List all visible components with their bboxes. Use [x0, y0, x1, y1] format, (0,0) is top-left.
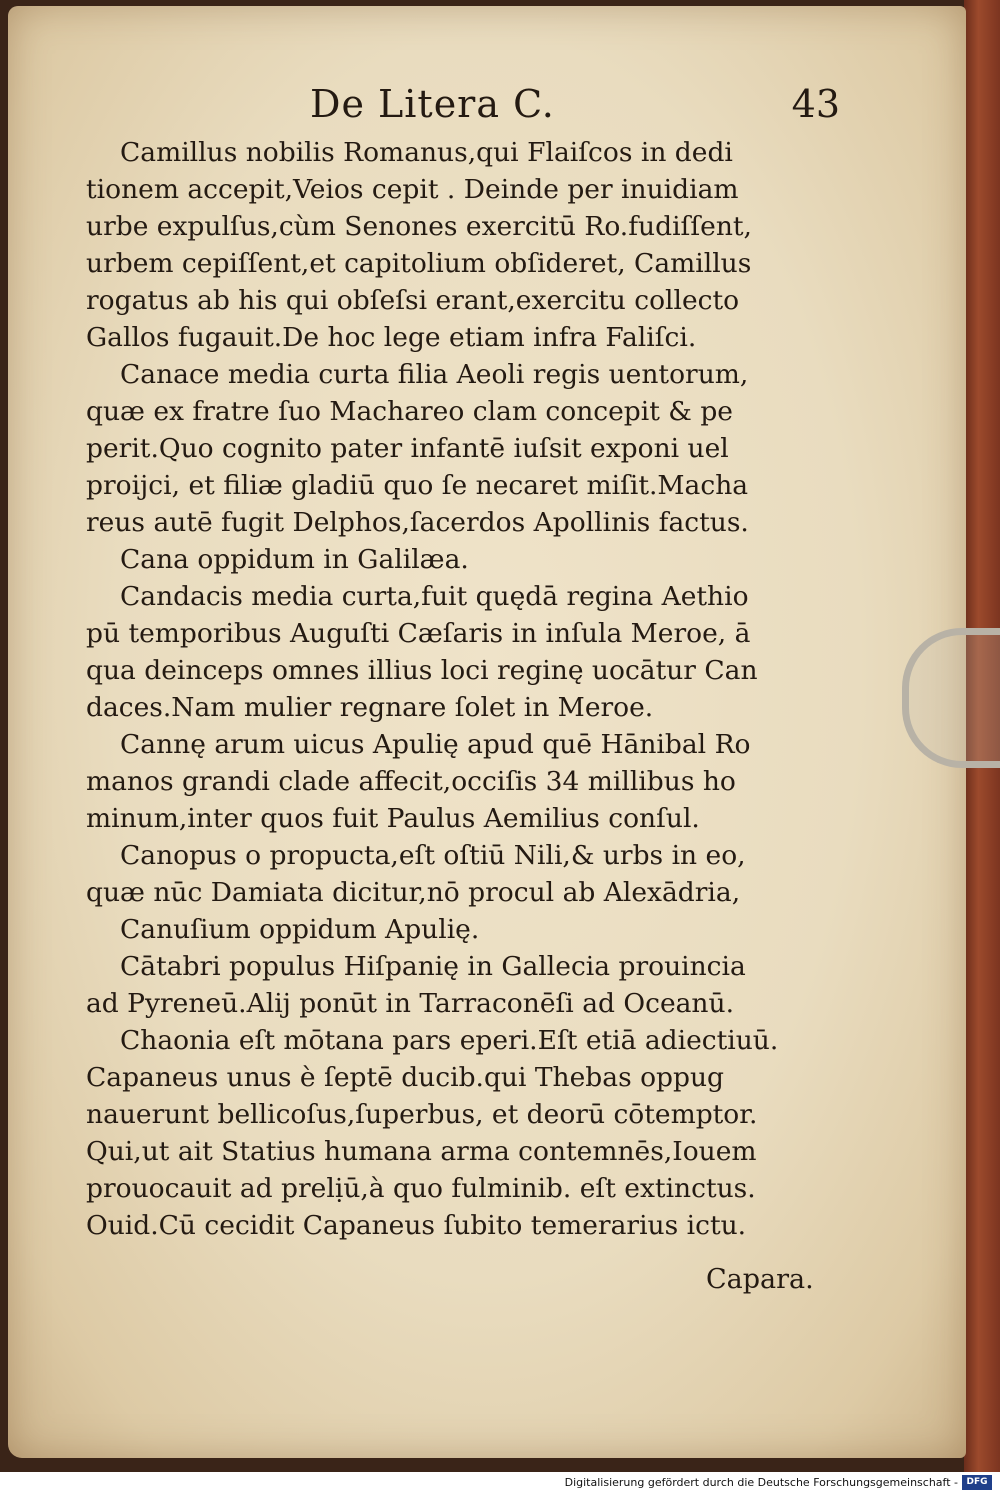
text-line: urbem cepiſſent,et capitolium obſideret, Camillus: [86, 248, 752, 279]
text-line: daces.Nam mulier regnare ſolet in Meroe.: [86, 692, 654, 723]
text-line: Candacis media curta,fuit quędā regina Aethio: [120, 581, 749, 612]
funding-credit: Digitalisierung gefördert durch die Deutsche Forschungsgemeinschaft -: [564, 1476, 958, 1489]
catchword: Capara.: [706, 1264, 814, 1295]
text-line: Gallos fugauit.De hoc lege etiam infra Faliſci.: [86, 322, 697, 353]
text-line: reus autē fugit Delphos,ſacerdos Apollinis factus.: [86, 507, 749, 538]
text-line: rogatus ab his qui obſeſsi erant,exercitu collecto: [86, 285, 740, 316]
running-title: De Litera C.: [310, 82, 555, 126]
main-text: [86, 134, 836, 1244]
text-line: perit.Quo cognito pater infantē iuſsit exponi uel: [86, 433, 729, 464]
text-line: prouocauit ad prelịū,à quo fulminib. eſt extinctus.: [86, 1173, 756, 1204]
page-clasp: [902, 628, 1000, 768]
text-line: Capaneus unus è ſeptē ducib.qui Thebas oppug: [86, 1062, 725, 1093]
text-line: tionem accepit,Veios cepit . Deinde per inuidiam: [86, 174, 739, 205]
text-line: Canuſium oppidum Apulię.: [120, 914, 480, 945]
text-line: Chaonia eſt mōtana pars eperi.Eſt etiā adiectiuū.: [120, 1025, 779, 1056]
text-line: proijci, et filiæ gladiū quo ſe necaret miſit.Macha: [86, 470, 749, 501]
page-number: 43: [791, 82, 840, 126]
text-line: qua deinceps omnes illius loci reginę uocātur Can: [86, 655, 758, 686]
text-line: Camillus nobilis Romanus,qui Flaiſcos in dedi: [120, 137, 733, 168]
text-line: urbe expulſus,cùm Senones exercitū Ro.fudiſſent,: [86, 211, 752, 242]
text-line: quæ nūc Damiata dicitur,nō procul ab Alexādria,: [86, 877, 741, 908]
text-line: ad Pyreneū.Alij ponūt in Tarraconēſi ad Oceanū.: [86, 988, 734, 1019]
text-line: minum,inter quos fuit Paulus Aemilius conſul.: [86, 803, 700, 834]
text-line: pū temporibus Auguſti Cæſaris in inſula Meroe, ā: [86, 618, 751, 649]
text-line: Ouid.Cū cecidit Capaneus ſubito temerarius ictu.: [86, 1210, 747, 1241]
text-line: manos grandi clade affecit,occiſis 34 millibus ho: [86, 766, 736, 797]
text-line: nauerunt bellicoſus,ſuperbus, et deorū cōtemptor.: [86, 1099, 758, 1130]
text-line: Cātabri populus Hiſpanię in Gallecia prouincia: [120, 951, 746, 982]
text-line: Cannę arum uicus Apulię apud quē Hānibal Ro: [120, 729, 751, 760]
text-line: Cana oppidum in Galilæa.: [120, 544, 469, 575]
text-line: Canopus o propucta,eſt oſtiū Nili,& urbs in eo,: [120, 840, 746, 871]
dfg-logo-icon: DFG: [962, 1475, 992, 1490]
page-header: [300, 82, 840, 132]
digitization-footer: [0, 1472, 1000, 1494]
text-line: Canace media curta filia Aeoli regis uentorum,: [120, 359, 749, 390]
text-line: quæ ex fratre ſuo Machareo clam concepit & pe: [86, 396, 733, 427]
text-line: Qui,ut ait Statius humana arma contemnēs,Iouem: [86, 1136, 757, 1167]
